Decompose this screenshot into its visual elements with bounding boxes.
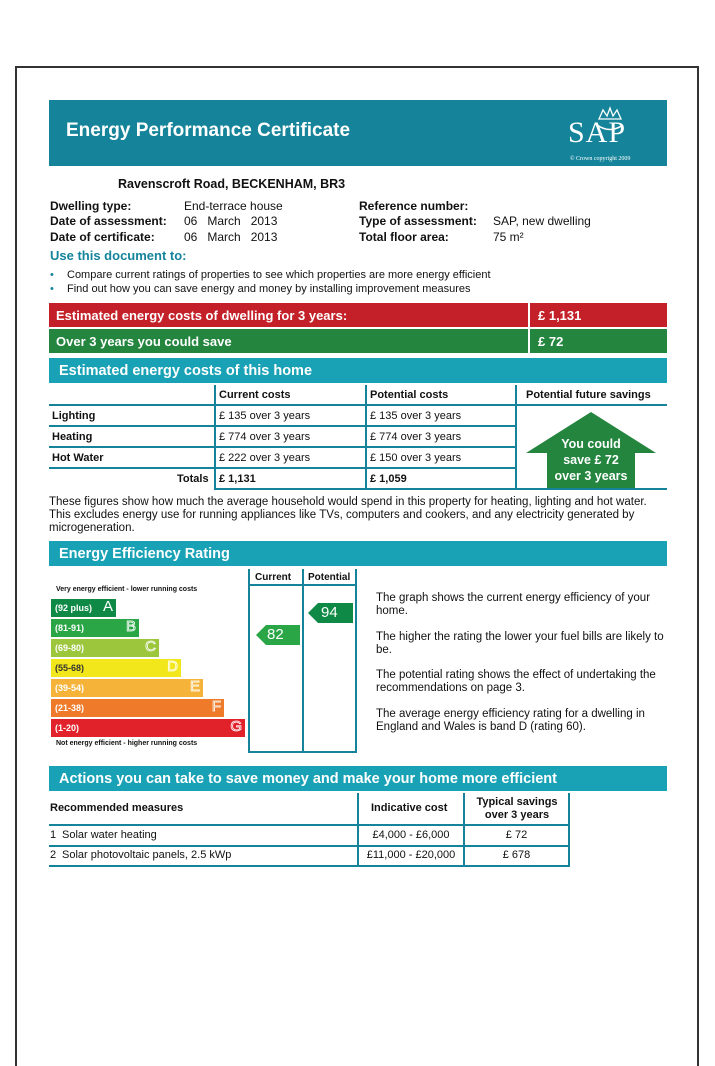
table-rule (49, 404, 517, 406)
current-rating: 82 (267, 626, 284, 643)
reference-label: Reference number: (359, 199, 469, 213)
savings-line-1: You could (561, 437, 621, 451)
table-rule (515, 385, 517, 490)
total-potential: £ 1,059 (370, 473, 407, 485)
efficiency-paragraph-2: The higher the rating the lower your fuel bills are likely to be. (376, 631, 664, 656)
dwelling-type: End-terrace house (184, 199, 283, 213)
row-lighting-current: £ 135 over 3 years (219, 410, 311, 422)
measure-1-name: Solar water heating (62, 829, 157, 841)
total-current: £ 1,131 (219, 473, 256, 485)
rating-band-letter: D (167, 658, 178, 675)
list-item (50, 282, 491, 296)
savings-line-2: save £ 72 (563, 453, 619, 467)
estimated-cost-bar (49, 303, 667, 327)
table-rule (49, 824, 570, 826)
floor-area: 75 m² (493, 230, 524, 244)
measure-1-number: 1 (50, 829, 57, 841)
certificate-date: 06 March 2013 (184, 230, 278, 244)
bar-divider (528, 303, 530, 327)
table-rule (515, 488, 667, 490)
measure-2-saving: £ 678 (502, 849, 531, 861)
header-recommended-measures: Recommended measures (50, 802, 184, 814)
rating-band-g (51, 719, 245, 737)
table-rule (214, 385, 216, 490)
efficiency-top-note: Very energy efficient - lower running costs (56, 586, 198, 593)
savings-line-3: over 3 years (554, 469, 628, 483)
efficiency-paragraph-3: The potential rating shows the effect of undertaking the recommendations on page 3. (376, 669, 656, 694)
use-document-list (50, 268, 491, 296)
list-item-text: Compare current ratings of properties to see which properties are more energy efficient (67, 269, 491, 281)
rating-band-letter: F (211, 698, 221, 715)
actions-section-heading (49, 766, 667, 791)
column-potential: Potential (308, 572, 351, 583)
use-document-heading: Use this document to: (50, 248, 187, 263)
sap-logo (568, 106, 652, 162)
table-rule (49, 865, 570, 867)
efficiency-section-title: Energy Efficiency Rating (59, 546, 230, 562)
header-typical-savings: Typical savings over 3 years (476, 796, 558, 821)
rating-band-letter: B (125, 618, 136, 635)
measure-1-cost: £4,000 - £6,000 (372, 829, 450, 841)
rating-band-range: (81-91) (55, 623, 85, 633)
bullet-icon: • (50, 269, 54, 281)
certificate-header (49, 100, 667, 166)
page-title: Energy Performance Certificate (66, 120, 351, 141)
property-address: Ravenscroft Road, BECKENHAM, BR3 (118, 177, 346, 191)
savings-value: £ 72 (538, 334, 564, 349)
costs-explanation: These figures show how much the average household would spend in this property for heating, lighting and hot water. This excludes energy use for running appliances like TVs, computers and cookers, and any electricity generated by microgeneration. (49, 496, 647, 534)
rating-band-e (51, 679, 203, 697)
list-item-text: Find out how you can save energy and money by installing improvement measures (67, 283, 471, 295)
efficiency-paragraph-4: The average energy efficiency rating for a dwelling in England and Wales is band D (rating 60). (376, 708, 645, 733)
bar-divider (528, 329, 530, 353)
list-item (50, 268, 491, 282)
row-heating-current: £ 774 over 3 years (219, 431, 311, 443)
table-rule (49, 845, 570, 847)
rating-band-c (51, 639, 159, 657)
efficiency-section-heading (49, 541, 667, 566)
row-lighting-label: Lighting (52, 410, 96, 422)
row-hot-water-current: £ 222 over 3 years (219, 452, 311, 464)
row-heating-potential: £ 774 over 3 years (370, 431, 462, 443)
bullet-icon: • (50, 283, 54, 295)
costs-section-heading (49, 358, 667, 383)
header-potential-costs: Potential costs (370, 389, 449, 401)
graph-rule (302, 569, 304, 753)
table-rule (515, 404, 667, 406)
column-current: Current (255, 572, 292, 583)
estimated-cost-value: £ 1,131 (538, 308, 582, 323)
rating-band-letter: G (230, 718, 242, 735)
graph-rule (248, 569, 250, 753)
measure-2-name: Solar photovoltaic panels, 2.5 kWp (62, 849, 232, 861)
header-future-savings: Potential future savings (526, 389, 651, 401)
certificate-date-label: Date of certificate: (50, 230, 155, 244)
assessment-date: 06 March 2013 (184, 214, 278, 228)
row-lighting-potential: £ 135 over 3 years (370, 410, 462, 422)
row-hot-water-potential: £ 150 over 3 years (370, 452, 462, 464)
rating-band-letter: C (145, 638, 156, 655)
rating-band-range: (39-54) (55, 683, 85, 693)
rating-band-range: (92 plus) (55, 603, 93, 613)
rating-band-range: (1-20) (55, 723, 80, 733)
costs-table (49, 385, 667, 495)
efficiency-paragraph-1: The graph shows the current energy efficiency of your home. (376, 592, 651, 617)
savings-label: Over 3 years you could save (56, 334, 232, 349)
dwelling-type-label: Dwelling type: (50, 199, 132, 213)
table-rule (49, 467, 517, 469)
savings-bar (49, 329, 667, 353)
header-current-costs: Current costs (219, 389, 291, 401)
graph-rule (355, 569, 357, 753)
floor-area-label: Total floor area: (359, 230, 449, 244)
costs-section-title: Estimated energy costs of this home (59, 363, 313, 379)
row-heating-label: Heating (52, 431, 93, 443)
rating-band-f (51, 699, 224, 717)
rating-band-letter: A (102, 598, 113, 615)
measure-2-cost: £11,000 - £20,000 (366, 849, 456, 861)
estimated-cost-label: Estimated energy costs of dwelling for 3 years: (56, 308, 348, 323)
rating-band-range: (21-38) (55, 703, 85, 713)
rating-band-range: (69-80) (55, 643, 85, 653)
efficiency-bottom-note: Not energy efficient - higher running costs (56, 740, 198, 747)
potential-rating: 94 (321, 604, 338, 621)
assessment-type-label: Type of assessment: (359, 214, 477, 228)
table-rule (365, 385, 367, 490)
table-rule (49, 425, 517, 427)
rating-band-d (51, 659, 181, 677)
rating-band-b (51, 619, 139, 637)
rating-band-letter: E (189, 678, 200, 695)
header-indicative-cost: Indicative cost (371, 802, 448, 814)
actions-section-title: Actions you can take to save money and make your home more efficient (59, 771, 557, 787)
rating-band-range: (55-68) (55, 663, 85, 673)
row-hot-water-label: Hot Water (52, 452, 104, 464)
measure-1-saving: £ 72 (505, 829, 528, 841)
assessment-date-label: Date of assessment: (50, 214, 167, 228)
table-rule (568, 793, 570, 867)
table-rule (49, 446, 517, 448)
rating-band-a (51, 599, 116, 617)
sap-logo-text: SAP (568, 116, 627, 149)
logo-copyright: © Crown copyright 2009 (570, 156, 631, 162)
assessment-type: SAP, new dwelling (493, 214, 591, 228)
measure-2-number: 2 (50, 849, 57, 861)
actions-table (49, 793, 571, 868)
totals-label: Totals (177, 473, 209, 485)
